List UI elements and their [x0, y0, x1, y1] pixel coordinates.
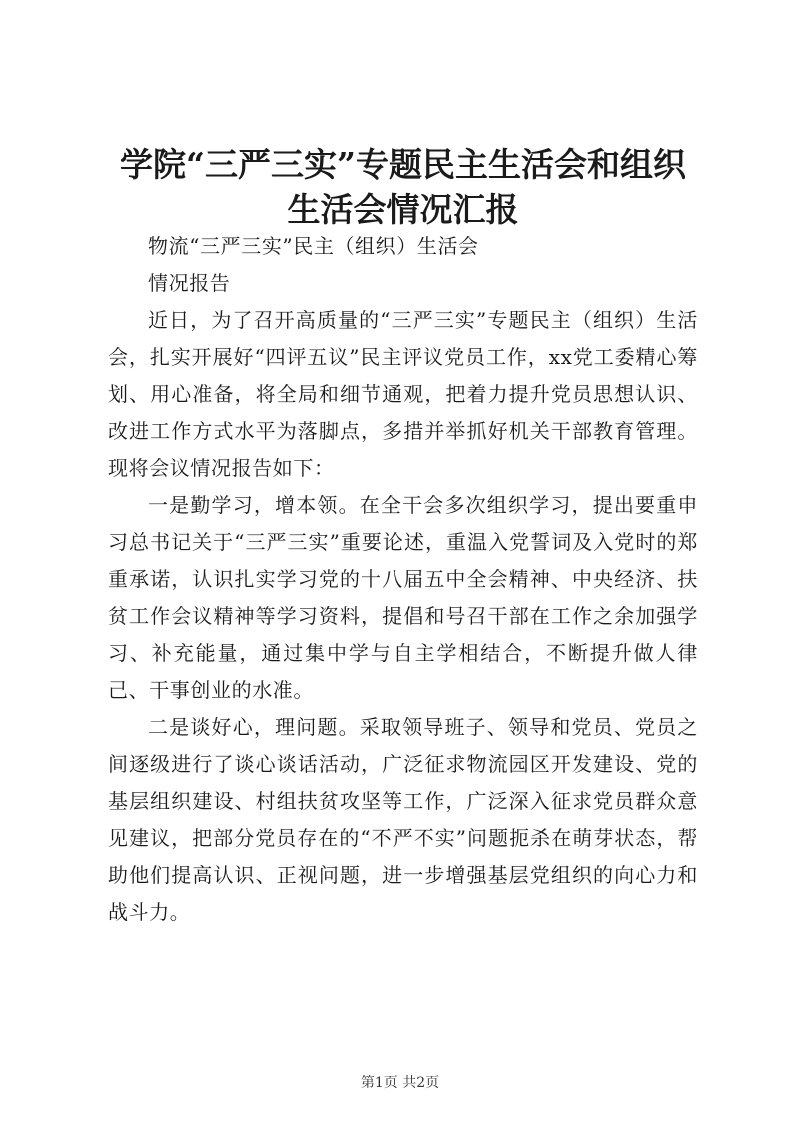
page-footer: 第1页 共2页: [360, 1075, 440, 1091]
body-paragraph-talk: 二是谈好心，理问题。采取领导班子、领导和党员、党员之间逐级进行了谈心谈话活动，广泛征求物流园区开发建设、党的基层组织建设、村组扶贫攻坚等工作，广泛深入征求党员群众意见建议，把部分党员存在的“不严不实”问题扼杀在萌芽状态，帮助他们提高认识、正视问题，进一步增强基层党组织的向心力和战斗力。: [108, 715, 698, 924]
body-paragraph-study: 一是勤学习，增本领。在全干会多次组织学习，提出要重申习总书记关于“三严三实”重要论述，重温入党誓词及入党时的郑重承诺，认识扎实学习党的十八届五中全会精神、中央经济、扶贫工作会议精神等学习资料，提倡和号召干部在工作之余加强学习、补充能量，通过集中学与自主学相结合，不断提升做人律己、干事创业的水准。: [108, 493, 698, 702]
document-title: 学院“三严三实”专题民主生活会和组织生活会情况汇报: [120, 145, 686, 229]
body-paragraph-intro: 近日，为了召开高质量的“三严三实”专题民主（组织）生活会，扎实开展好“四评五议”民主评议党员工作，xx党工委精心筹划、用心准备，将全局和细节通观，把着力提升党员思想认识、改进工作方式水平为落脚点，多措并举抓好机关干部教育管理。现将会议情况报告如下：: [108, 308, 698, 480]
subtitle-line-2: 情况报告: [148, 271, 231, 295]
document-body: [108, 228, 698, 931]
subtitle-line-1: 物流“三严三实”民主（组织）生活会: [148, 234, 479, 258]
